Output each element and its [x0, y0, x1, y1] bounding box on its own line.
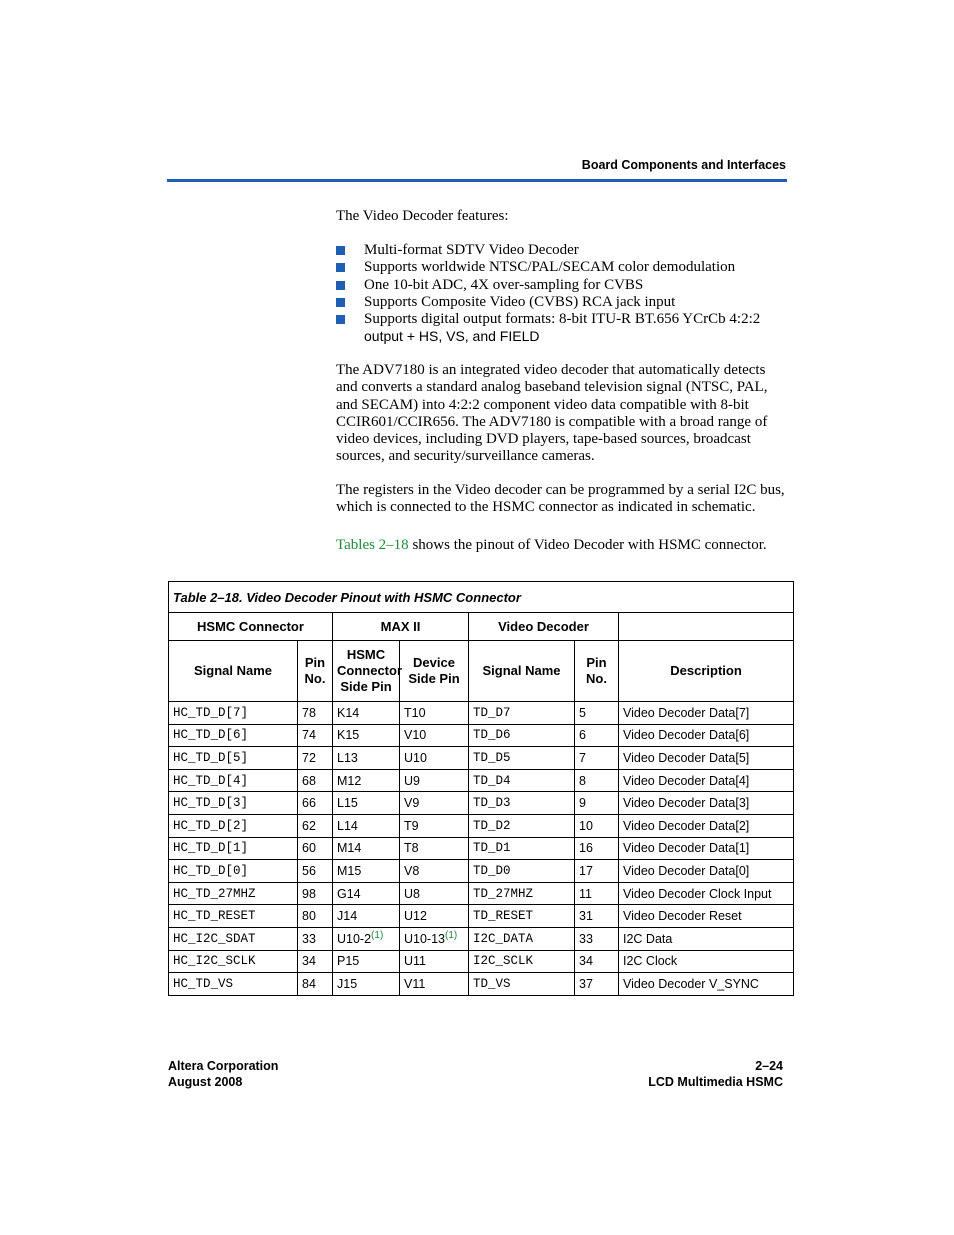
- hsmc-signal-cell: [169, 882, 298, 905]
- table-row: [169, 792, 794, 815]
- hsmc-signal-cell: [169, 769, 298, 792]
- col-header-description: Description: [619, 641, 794, 702]
- table-row: [169, 769, 794, 792]
- description-cell-text: Video Decoder Data[1]: [623, 841, 750, 856]
- vd-signal-cell-text: TD_27MHZ: [473, 886, 534, 901]
- vd-signal-cell-text: TD_D3: [473, 796, 511, 811]
- col-header-vd-signal: Signal Name: [469, 641, 575, 702]
- hsmc-pin-cell-text: 56: [302, 863, 316, 878]
- table-row: [169, 837, 794, 860]
- max-device-pin-cell-text: V8: [404, 863, 420, 878]
- vd-pin-cell: [575, 724, 619, 747]
- vd-pin-cell-text: 6: [579, 728, 586, 743]
- running-header-title: Board Components and Interfaces: [581, 158, 786, 172]
- hsmc-pin-cell: [298, 702, 333, 725]
- table-row: [169, 860, 794, 883]
- feature-item: [336, 242, 788, 259]
- max-connector-pin-cell-text: G14: [337, 886, 361, 901]
- max-device-pin-cell: [400, 769, 469, 792]
- max-device-pin-cell: [400, 860, 469, 883]
- footer-left: [168, 1059, 278, 1090]
- vd-pin-cell-text: 17: [579, 863, 593, 878]
- hsmc-signal-cell-text: HC_TD_D[4]: [173, 773, 249, 788]
- hsmc-signal-cell: [169, 905, 298, 928]
- vd-pin-cell: [575, 950, 619, 973]
- paragraph-registers: The registers in the Video decoder can be programmed by a serial I2C bus, which is connected to the HSMC connector as indicated in schematic.: [336, 482, 785, 516]
- hsmc-pin-cell: [298, 860, 333, 883]
- hsmc-pin-cell-text: 68: [302, 773, 316, 788]
- hsmc-signal-cell-text: HC_TD_RESET: [173, 909, 256, 924]
- group-header-video-decoder: Video Decoder: [469, 613, 619, 641]
- max-device-pin-cell: [400, 973, 469, 996]
- vd-pin-cell-text: 16: [579, 841, 593, 856]
- hsmc-signal-cell: [169, 973, 298, 996]
- feature-text: Supports digital output formats: 8-bit ITU-R BT.656 YCrCb 4:2:2: [364, 311, 761, 328]
- intro-text: The Video Decoder features:: [336, 208, 509, 224]
- pinout-table-body: [169, 702, 794, 996]
- description-cell-text: Video Decoder Data[7]: [623, 705, 750, 720]
- max-device-pin-cell-text: V11: [404, 976, 426, 991]
- col-header-vd-pin: Pin No.: [575, 641, 619, 702]
- description-cell: [619, 792, 794, 815]
- description-cell: [619, 747, 794, 770]
- hsmc-signal-cell: [169, 747, 298, 770]
- hsmc-signal-cell-text: HC_TD_D[7]: [173, 705, 249, 720]
- paragraph-table-reference: [336, 537, 788, 554]
- vd-signal-cell-text: TD_VS: [473, 976, 511, 991]
- vd-pin-cell: [575, 702, 619, 725]
- vd-signal-cell: [469, 747, 575, 770]
- square-bullet-icon: [336, 315, 345, 324]
- hsmc-signal-cell: [169, 814, 298, 837]
- max-device-pin-cell-text: U9: [404, 773, 420, 788]
- vd-signal-cell: [469, 950, 575, 973]
- hsmc-pin-cell-text: 84: [302, 976, 316, 991]
- max-device-pin-cell-text: T10: [404, 705, 426, 720]
- hsmc-signal-cell-text: HC_TD_D[5]: [173, 750, 249, 765]
- description-cell-text: Video Decoder Data[5]: [623, 750, 750, 765]
- hsmc-signal-cell: [169, 702, 298, 725]
- max-connector-pin-cell-text: L15: [337, 796, 358, 811]
- description-cell: [619, 724, 794, 747]
- hsmc-pin-cell: [298, 747, 333, 770]
- vd-signal-cell-text: I2C_SCLK: [473, 954, 534, 969]
- square-bullet-icon: [336, 246, 345, 255]
- max-device-pin-cell: [400, 792, 469, 815]
- max-connector-pin-cell: [333, 724, 400, 747]
- max-device-pin-cell-text: T9: [404, 818, 419, 833]
- feature-text: Supports Composite Video (CVBS) RCA jack input: [364, 293, 676, 310]
- vd-signal-cell-text: TD_D5: [473, 750, 511, 765]
- feature-text-continuation: output + HS, VS, and FIELD: [364, 328, 540, 345]
- vd-pin-cell-text: 5: [579, 705, 586, 720]
- footer-company: Altera Corporation: [168, 1059, 279, 1073]
- max-connector-pin-cell-text: L13: [337, 750, 358, 765]
- max-device-pin-cell: [400, 882, 469, 905]
- col-header-hsmc-signal: Signal Name: [169, 641, 298, 702]
- vd-signal-cell: [469, 860, 575, 883]
- vd-signal-cell-text: I2C_DATA: [473, 931, 534, 946]
- vd-pin-cell: [575, 769, 619, 792]
- vd-signal-cell: [469, 927, 575, 950]
- table-row: [169, 814, 794, 837]
- max-connector-pin-cell: [333, 702, 400, 725]
- footnote-reference[interactable]: (1): [371, 929, 384, 941]
- max-device-pin-cell: [400, 905, 469, 928]
- vd-signal-cell: [469, 973, 575, 996]
- vd-signal-cell: [469, 769, 575, 792]
- vd-signal-cell: [469, 882, 575, 905]
- description-cell: [619, 769, 794, 792]
- max-connector-pin-cell-text: M14: [337, 841, 362, 856]
- hsmc-pin-cell: [298, 882, 333, 905]
- max-connector-pin-cell: [333, 860, 400, 883]
- col-header-max-device-pin: Device Side Pin: [400, 641, 469, 702]
- feature-text: One 10-bit ADC, 4X over-sampling for CVBS: [364, 276, 644, 293]
- hsmc-pin-cell-text: 74: [302, 728, 316, 743]
- vd-signal-cell-text: TD_D2: [473, 818, 511, 833]
- table-row: [169, 973, 794, 996]
- footnote-reference[interactable]: (1): [445, 929, 458, 941]
- max-connector-pin-cell: [333, 769, 400, 792]
- table-row: [169, 702, 794, 725]
- max-device-pin-cell: [400, 837, 469, 860]
- hsmc-signal-cell: [169, 927, 298, 950]
- hsmc-pin-cell: [298, 837, 333, 860]
- description-cell: [619, 837, 794, 860]
- max-connector-pin-cell-text: M15: [337, 863, 362, 878]
- vd-signal-cell-text: TD_D6: [473, 728, 511, 743]
- max-device-pin-cell-text: V10: [404, 728, 427, 743]
- vd-signal-cell: [469, 702, 575, 725]
- table-row: [169, 905, 794, 928]
- pinout-table: [168, 581, 794, 996]
- feature-item: [336, 277, 788, 294]
- description-cell: [619, 702, 794, 725]
- max-device-pin-cell-text: U10-13: [404, 931, 445, 946]
- footer-date: August 2008: [168, 1074, 243, 1089]
- square-bullet-icon: [336, 263, 345, 272]
- max-connector-pin-cell: [333, 747, 400, 770]
- hsmc-signal-cell-text: HC_TD_D[1]: [173, 841, 249, 856]
- max-device-pin-cell-text: T8: [404, 841, 419, 856]
- hsmc-pin-cell: [298, 973, 333, 996]
- max-connector-pin-cell-text: P15: [337, 954, 360, 969]
- description-cell-text: Video Decoder Data[3]: [623, 796, 750, 811]
- table-row: [169, 747, 794, 770]
- vd-pin-cell-text: 34: [579, 954, 593, 969]
- vd-pin-cell-text: 37: [579, 976, 593, 991]
- hsmc-signal-cell: [169, 950, 298, 973]
- table-row: [169, 950, 794, 973]
- description-cell-text: Video Decoder Data[2]: [623, 818, 750, 833]
- max-connector-pin-cell: [333, 837, 400, 860]
- group-header-empty: [619, 613, 794, 641]
- hsmc-pin-cell: [298, 792, 333, 815]
- hsmc-signal-cell-text: HC_TD_D[0]: [173, 863, 249, 878]
- max-device-pin-cell-text: V9: [404, 796, 420, 811]
- hsmc-signal-cell: [169, 724, 298, 747]
- hsmc-signal-cell-text: HC_TD_D[2]: [173, 818, 249, 833]
- hsmc-pin-cell: [298, 927, 333, 950]
- description-cell: [619, 860, 794, 883]
- group-header-max-ii: MAX II: [333, 613, 469, 641]
- max-connector-pin-cell: [333, 950, 400, 973]
- vd-pin-cell: [575, 882, 619, 905]
- description-cell: [619, 973, 794, 996]
- max-connector-pin-cell: [333, 814, 400, 837]
- hsmc-pin-cell-text: 72: [302, 750, 316, 765]
- vd-pin-cell-text: 10: [579, 818, 593, 833]
- description-cell: [619, 882, 794, 905]
- table-reference-text: shows the pinout of Video Decoder with HSMC connector.: [408, 537, 767, 553]
- vd-pin-cell: [575, 860, 619, 883]
- max-device-pin-cell-text: U10: [404, 750, 427, 765]
- description-cell-text: Video Decoder Clock Input: [623, 886, 772, 901]
- description-cell-text: Video Decoder Data[0]: [623, 863, 750, 878]
- header-rule: [167, 179, 787, 182]
- hsmc-pin-cell-text: 98: [302, 886, 316, 901]
- group-header-hsmc: HSMC Connector: [169, 613, 333, 641]
- vd-signal-cell: [469, 837, 575, 860]
- vd-pin-cell: [575, 905, 619, 928]
- hsmc-pin-cell-text: 34: [302, 954, 316, 969]
- hsmc-signal-cell-text: HC_I2C_SDAT: [173, 931, 256, 946]
- footer-page-number: 2–24: [755, 1059, 783, 1073]
- max-connector-pin-cell: [333, 973, 400, 996]
- max-connector-pin-cell: [333, 905, 400, 928]
- max-device-pin-cell: [400, 724, 469, 747]
- max-connector-pin-cell: [333, 927, 400, 950]
- max-device-pin-cell: [400, 950, 469, 973]
- vd-signal-cell: [469, 724, 575, 747]
- vd-pin-cell: [575, 927, 619, 950]
- vd-pin-cell: [575, 837, 619, 860]
- hsmc-signal-cell-text: HC_TD_VS: [173, 976, 234, 991]
- hsmc-pin-cell: [298, 950, 333, 973]
- max-device-pin-cell-text: U12: [404, 909, 427, 924]
- table-row: [169, 724, 794, 747]
- vd-signal-cell: [469, 792, 575, 815]
- max-device-pin-cell: [400, 814, 469, 837]
- max-connector-pin-cell: [333, 792, 400, 815]
- hsmc-pin-cell: [298, 905, 333, 928]
- max-connector-pin-cell: [333, 882, 400, 905]
- square-bullet-icon: [336, 281, 345, 290]
- hsmc-signal-cell: [169, 792, 298, 815]
- max-connector-pin-cell-text: M12: [337, 773, 362, 788]
- vd-signal-cell-text: TD_D1: [473, 841, 511, 856]
- max-connector-pin-cell-text: J14: [337, 909, 358, 924]
- vd-signal-cell-text: TD_D0: [473, 863, 511, 878]
- square-bullet-icon: [336, 298, 345, 307]
- hsmc-signal-cell: [169, 837, 298, 860]
- max-device-pin-cell: [400, 702, 469, 725]
- hsmc-signal-cell-text: HC_TD_D[3]: [173, 796, 249, 811]
- hsmc-signal-cell: [169, 860, 298, 883]
- description-cell-text: Video Decoder V_SYNC: [623, 976, 759, 991]
- hsmc-pin-cell-text: 33: [302, 931, 316, 946]
- col-header-hsmc-pin: Pin No.: [298, 641, 333, 702]
- vd-pin-cell: [575, 747, 619, 770]
- table-caption: Table 2–18. Video Decoder Pinout with HSMC Connector: [169, 582, 794, 613]
- hsmc-pin-cell: [298, 814, 333, 837]
- vd-signal-cell: [469, 814, 575, 837]
- description-cell: [619, 950, 794, 973]
- vd-pin-cell-text: 31: [579, 909, 593, 924]
- description-cell-text: I2C Data: [623, 931, 673, 946]
- vd-pin-cell-text: 33: [579, 931, 593, 946]
- hsmc-signal-cell-text: HC_TD_27MHZ: [173, 886, 256, 901]
- max-connector-pin-cell-text: K15: [337, 728, 360, 743]
- hsmc-pin-cell-text: 80: [302, 909, 316, 924]
- footer-right: [648, 1059, 783, 1090]
- hsmc-pin-cell: [298, 769, 333, 792]
- vd-signal-cell-text: TD_D7: [473, 705, 511, 720]
- max-connector-pin-cell-text: J15: [337, 976, 358, 991]
- table-cross-reference-link[interactable]: Tables 2–18: [336, 537, 409, 553]
- max-device-pin-cell-text: U11: [404, 954, 427, 969]
- feature-list: [336, 242, 788, 347]
- hsmc-pin-cell: [298, 724, 333, 747]
- vd-pin-cell: [575, 792, 619, 815]
- vd-pin-cell-text: 8: [579, 773, 586, 788]
- description-cell: [619, 905, 794, 928]
- table-row: [169, 927, 794, 950]
- hsmc-pin-cell-text: 66: [302, 796, 316, 811]
- max-device-pin-cell: [400, 927, 469, 950]
- vd-signal-cell-text: TD_RESET: [473, 909, 534, 924]
- feature-item: [336, 259, 788, 276]
- vd-pin-cell-text: 9: [579, 796, 586, 811]
- vd-pin-cell: [575, 814, 619, 837]
- hsmc-signal-cell-text: HC_I2C_SCLK: [173, 954, 256, 969]
- description-cell: [619, 927, 794, 950]
- description-cell-text: I2C Clock: [623, 954, 678, 969]
- max-device-pin-cell: [400, 747, 469, 770]
- feature-item: [336, 294, 788, 311]
- max-connector-pin-cell-text: L14: [337, 818, 358, 833]
- feature-item: [336, 311, 788, 347]
- description-cell-text: Video Decoder Data[4]: [623, 773, 750, 788]
- hsmc-pin-cell-text: 62: [302, 818, 316, 833]
- vd-pin-cell: [575, 973, 619, 996]
- description-cell-text: Video Decoder Data[6]: [623, 728, 750, 743]
- vd-pin-cell-text: 11: [579, 886, 592, 901]
- max-connector-pin-cell-text: U10-2: [337, 931, 372, 946]
- max-connector-pin-cell-text: K14: [337, 705, 360, 720]
- vd-pin-cell-text: 7: [579, 750, 586, 765]
- vd-signal-cell: [469, 905, 575, 928]
- description-cell: [619, 814, 794, 837]
- hsmc-pin-cell-text: 60: [302, 841, 316, 856]
- feature-text: Multi-format SDTV Video Decoder: [364, 242, 579, 258]
- table-row: [169, 882, 794, 905]
- vd-signal-cell-text: TD_D4: [473, 773, 511, 788]
- max-device-pin-cell-text: U8: [404, 886, 420, 901]
- feature-text: Supports worldwide NTSC/PAL/SECAM color demodulation: [364, 259, 736, 276]
- paragraph-adv7180: The ADV7180 is an integrated video decoder that automatically detects and converts a standard analog baseband television signal (NTSC, PAL, and SECAM) into 4:2:2 component video data compatible with 8-bit CCIR601/CCIR656. The ADV7180 is compatible with a broad range of video devices, including DVD players, tape-based sources, broadcast sources, and security/surveillance cameras.: [336, 362, 768, 465]
- hsmc-pin-cell-text: 78: [302, 705, 316, 720]
- hsmc-signal-cell-text: HC_TD_D[6]: [173, 728, 249, 743]
- footer-doc-title: LCD Multimedia HSMC: [648, 1074, 783, 1089]
- description-cell-text: Video Decoder Reset: [623, 909, 742, 924]
- col-header-max-connector-pin: HSMC Connector Side Pin: [333, 641, 400, 702]
